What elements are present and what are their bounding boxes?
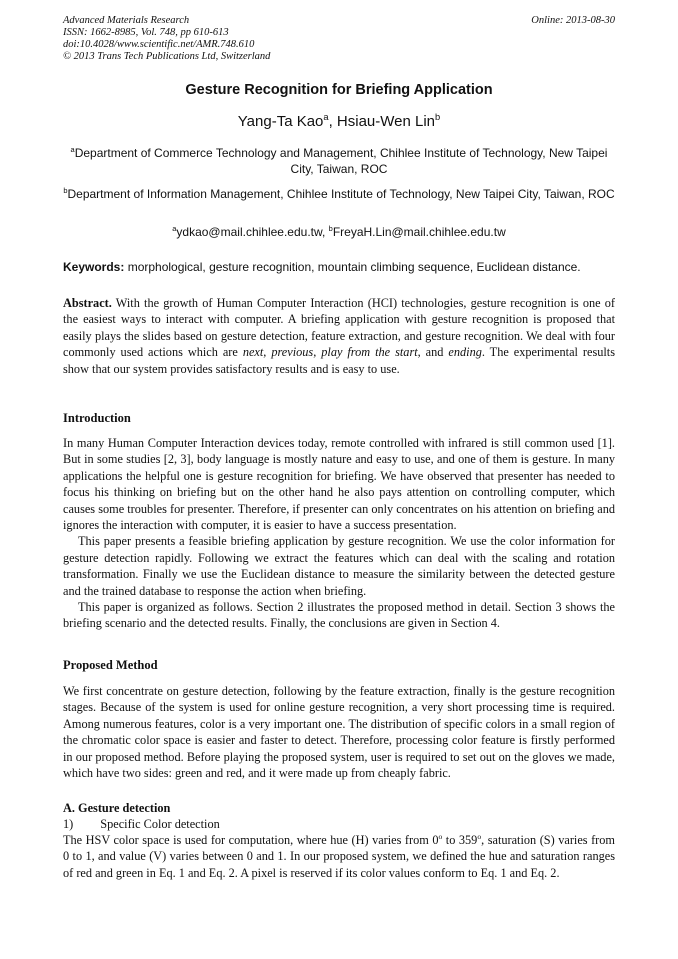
online-date: Online: 2013-08-30 [531, 15, 615, 26]
paragraph-text: , saturation (S) varies from 0 to 1, and value (V) varies between 0 and 1. In our proposed system, we defined the hue and saturation ranges of red and green in Eq. 1 and Eq. 2. A pixel is reserved if its color values conform to Eq. 1 and Eq. 2. [63, 833, 615, 880]
paragraph: This paper presents a feasible briefing application by gesture recognition. We use the color information for gesture detection rapidly. Following we extract the features which can deal with the scaling and rotation transformation. Finally we use the Euclidean distance to measure the similarity between the detected gesture and the trained database to response the action when briefing. [63, 534, 615, 598]
running-header [63, 15, 615, 63]
email-mark: a [172, 224, 177, 233]
abstract-text: . The experimental results show that our system provides satisfactory results and is easy to use. [63, 345, 615, 376]
subsubsection-title: Specific Color detection [100, 817, 220, 831]
keywords-label: Keywords: [63, 260, 125, 274]
affiliation-mark: a [70, 145, 75, 154]
keywords [63, 260, 623, 274]
author-name: Hsiau-Wen Lin [336, 113, 436, 130]
paper-title: Gesture Recognition for Briefing Application [185, 82, 493, 98]
paragraph: In many Human Computer Interaction devices today, remote controlled with infrared is still common used [1]. But in some studies [2, 3], body language is mostly nature and easy to use, and one of them is gesture. In many applications the helpful one is gesture recognition for briefing. We have observed that presenter has needed to focus his thinking on briefing but on the other hand he also pays attention on controlling computer, which causes some troubles for presenter. Therefore, if presenter can only concentrates on his attention on briefing and ignores the interaction with computer, it is easier to have a success presentation. [63, 436, 615, 533]
affiliation-text: Department of Information Management, Chihlee Institute of Technology, New Taipei City, Taiwan, ROC [67, 187, 615, 201]
affiliation [63, 186, 615, 202]
action-term: play from the start [321, 345, 418, 360]
paragraph [63, 832, 615, 881]
action-term: ending [448, 345, 482, 360]
degree-mark: o [438, 831, 443, 841]
paragraph: This paper is organized as follows. Section 2 illustrates the proposed method in detail. Section 3 shows the briefing scenario and the detected results. Finally, the conclusions are given in Section 4. [63, 600, 615, 631]
abstract-text: , [313, 345, 322, 360]
email-line [63, 224, 615, 240]
abstract [63, 295, 615, 377]
paragraph: We first concentrate on gesture detection, following by the feature extraction, finally is the gesture recognition stages. Because of the system is used for online gesture recognition, a very short processing time is required. Among numerous features, color is a very important one. The distribution of specific colors in a small region of the chromatic color space is easier and faster to detect. Therefore, processing color feature is firstly performed in our proposed method. Before playing the proposed system, user is required to set out on the gloves we made, which have two sides: green and red, and it were made up from cheaply fabric. [63, 684, 615, 781]
email-mark: b [328, 224, 333, 233]
degree-mark: o [477, 831, 482, 841]
paragraph-text: The HSV color space is used for computation, where hue (H) varies from 0 [63, 833, 439, 847]
copyright-line: © 2013 Trans Tech Publications Ltd, Switzerland [63, 51, 271, 62]
email-address: ydkao@mail.chihlee.edu.tw, [176, 225, 329, 239]
section-heading-proposed-method: Proposed Method [63, 658, 158, 672]
author-list [0, 113, 678, 130]
action-term: previous [271, 345, 314, 360]
abstract-text: , and [417, 345, 449, 360]
paragraph-text: to 359 [442, 833, 478, 847]
doi-line: doi:10.4028/www.scientific.net/AMR.748.610 [63, 39, 255, 50]
affiliation-text: Department of Commerce Technology and Management, Chihlee Institute of Technology, New Taipei City, Taiwan, ROC [74, 146, 608, 176]
author-affiliation-mark: a [323, 112, 329, 122]
keywords-text: morphological, gesture recognition, mountain climbing sequence, Euclidean distance. [124, 260, 581, 274]
subsubsection-heading [63, 816, 220, 832]
author-separator: , [328, 113, 337, 130]
method-body-continued [63, 832, 615, 881]
method-body [63, 683, 615, 781]
abstract-text: With the growth of Human Computer Interaction (HCI) technologies, gesture recognition is one of the easiest ways to interact with computer. A briefing application with gesture recognition is proposed that easily plays the slides based on gesture detection, feature extraction, and gesture recognition. We deal with four commonly used actions which are [63, 296, 615, 360]
email-address: FreyaH.Lin@mail.chihlee.edu.tw [332, 225, 506, 239]
author-name: Yang-Ta Kao [237, 113, 324, 130]
introduction-body [63, 435, 615, 632]
affiliation-mark: b [63, 186, 68, 195]
action-term: next [242, 345, 264, 360]
subsubsection-number: 1) [63, 817, 74, 831]
section-heading-introduction: Introduction [63, 411, 131, 425]
affiliation [63, 145, 615, 177]
subsection-heading: A. Gesture detection [63, 801, 171, 815]
issn-line: ISSN: 1662-8985, Vol. 748, pp 610-613 [63, 27, 229, 38]
author-affiliation-mark: b [435, 112, 441, 122]
abstract-label: Abstract. [63, 296, 112, 310]
abstract-text: , [263, 345, 272, 360]
journal-name: Advanced Materials Research [63, 15, 190, 26]
